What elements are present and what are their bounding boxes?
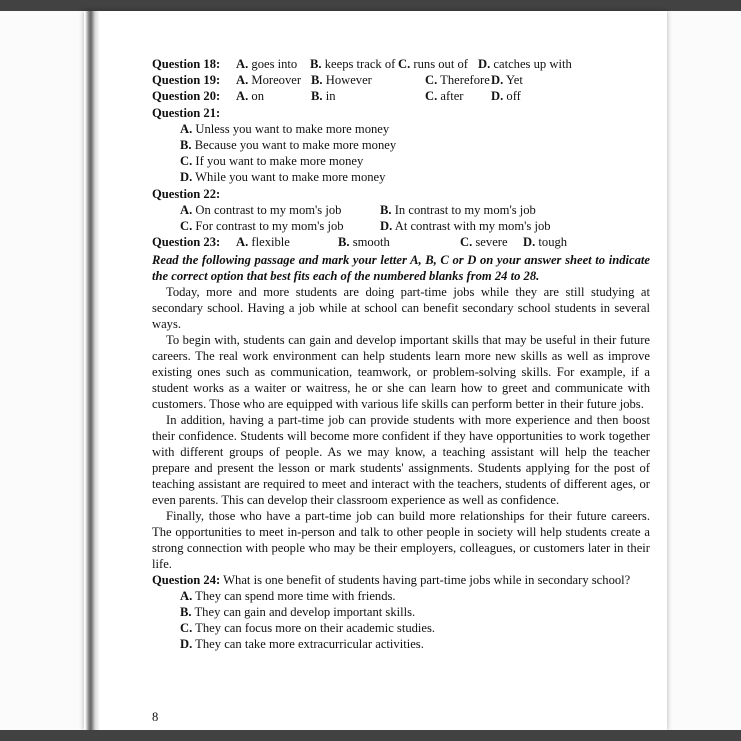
option-text: in (325, 89, 336, 103)
option-text: For contrast to my mom's job (195, 219, 344, 233)
document-page (84, 11, 667, 730)
option-text: severe (475, 235, 508, 249)
option-text: They can gain and develop important skills. (194, 605, 416, 619)
question-22-label: Question 22: (152, 187, 221, 201)
option-text: While you want to make more money (195, 170, 386, 184)
option-text: on (251, 89, 264, 103)
question-22-options-row-2 (152, 218, 650, 234)
scan-gutter-shadow (85, 11, 100, 730)
option-text: They can spend more time with friends. (195, 589, 396, 603)
question-19-option-d (491, 72, 523, 88)
question-20-option-d (491, 88, 521, 104)
viewer-bottom-bar (0, 730, 741, 741)
page-number: 8 (152, 710, 159, 724)
question-24-label: Question 24: (152, 573, 221, 587)
question-23-option-a (236, 234, 338, 250)
option-text: catches up with (493, 57, 572, 71)
question-22-option-d (380, 218, 551, 234)
option-text: Moreover (251, 73, 302, 87)
question-24-option-a (152, 588, 650, 604)
option-letter: A. (236, 73, 249, 87)
passage-paragraph-3: In addition, having a part-time job can provide students with more experience and then boost their confidence. Students will become more confident if they have opportunities to work together with different groups of people. As we may know, a teaching assistant will help the teacher prepare and present the lesson or mark students' assignments. Students applying for the post of teaching assistant are required to meet and interact with the teachers, students of different ages, or even parents. This can develop their classroom experience as well as confidence. (152, 413, 650, 507)
option-letter: D. (523, 235, 536, 249)
option-text: runs out of (413, 57, 468, 71)
question-24-option-d (152, 636, 650, 652)
option-letter: B. (338, 235, 350, 249)
option-letter: A. (236, 89, 249, 103)
option-text: Therefore (440, 73, 490, 87)
question-20-option-a (236, 88, 311, 104)
option-letter: B. (180, 138, 192, 152)
option-letter: A. (236, 235, 249, 249)
option-text: Unless you want to make more money (195, 122, 390, 136)
option-text: On contrast to my mom's job (195, 203, 342, 217)
question-20-option-b (311, 88, 425, 104)
option-text: Yet (505, 73, 523, 87)
option-letter: B. (180, 605, 192, 619)
option-text: They can take more extracurricular activities. (195, 637, 424, 651)
question-18-option-d (478, 56, 572, 72)
reading-instruction: Read the following passage and mark your letter A, B, C or D on your answer sheet to indicate the correct option that best fits each of the numbered blanks from 24 to 28. (152, 253, 650, 283)
question-22-option-c (180, 218, 380, 234)
question-18-label: Question 18: (152, 57, 221, 71)
option-letter: C. (180, 154, 193, 168)
question-21-option-d (152, 169, 650, 185)
question-24-text: What is one benefit of students having part-time jobs while in secondary school? (223, 573, 631, 587)
question-21-option-a (152, 121, 650, 137)
question-19-row (152, 72, 650, 88)
question-24-stem (152, 572, 650, 588)
option-letter: D. (380, 219, 393, 233)
question-23-row (152, 234, 650, 250)
passage-paragraph-1: Today, more and more students are doing part-time jobs while they are still studying at secondary school. Having a job while at school can benefit secondary school students in several ways. (152, 285, 650, 331)
option-letter: A. (180, 203, 193, 217)
option-text: keeps track of (324, 57, 396, 71)
option-letter: B. (310, 57, 322, 71)
option-letter: C. (398, 57, 411, 71)
option-text: In contrast to my mom's job (394, 203, 536, 217)
option-text: smooth (352, 235, 390, 249)
option-letter: A. (180, 122, 193, 136)
question-18-row (152, 56, 650, 72)
option-text: However (325, 73, 372, 87)
option-text: after (440, 89, 464, 103)
option-letter: D. (478, 57, 491, 71)
question-22-option-b (380, 202, 536, 218)
question-20-option-c (425, 88, 491, 104)
question-23-option-b (338, 234, 460, 250)
option-text: goes into (251, 57, 298, 71)
option-letter: B. (311, 89, 323, 103)
question-18-option-a (236, 56, 310, 72)
option-letter: B. (380, 203, 392, 217)
question-18-option-b (310, 56, 398, 72)
option-text: flexible (251, 235, 290, 249)
option-text: off (506, 89, 521, 103)
question-20-label: Question 20: (152, 89, 221, 103)
question-22-option-a (180, 202, 380, 218)
option-letter: C. (425, 73, 438, 87)
question-23-label: Question 23: (152, 235, 221, 249)
question-22-label-line (152, 186, 650, 202)
option-letter: D. (180, 637, 193, 651)
page-content (152, 56, 650, 652)
option-text: tough (538, 235, 568, 249)
option-letter: D. (180, 170, 193, 184)
question-23-option-d (523, 234, 567, 250)
option-letter: C. (460, 235, 473, 249)
question-23-option-c (460, 234, 523, 250)
viewer-top-bar (0, 0, 741, 11)
option-text: Because you want to make more money (194, 138, 397, 152)
option-letter: B. (311, 73, 323, 87)
question-24-option-c (152, 620, 650, 636)
option-letter: C. (180, 621, 193, 635)
question-21-label: Question 21: (152, 106, 221, 120)
question-20-row (152, 88, 650, 104)
question-21-option-c (152, 153, 650, 169)
question-24-option-b (152, 604, 650, 620)
passage-paragraph-2: To begin with, students can gain and develop important skills that may be useful in their future careers. The real work environment can help students learn more new skills as well as improve existing ones such as communication, teamwork, or problem-solving skills. For example, if a student works as a waiter or waitress, he or she can learn how to greet and communicate with customers. Those who are equipped with various life skills can perform better in their future jobs. (152, 333, 650, 411)
option-text: At contrast with my mom's job (394, 219, 551, 233)
option-letter: D. (491, 73, 504, 87)
option-text: If you want to make more money (195, 154, 364, 168)
option-letter: C. (180, 219, 193, 233)
passage-paragraph-4: Finally, those who have a part-time job can build more relationships for their future careers. The opportunities to meet in-person and talk to other people in society will help students create a strong connection with people who may be their employers, colleagues, or customers later in their life. (152, 509, 650, 571)
question-21-label-line (152, 105, 650, 121)
question-19-option-a (236, 72, 311, 88)
option-letter: A. (236, 57, 249, 71)
question-22-options-row-1 (152, 202, 650, 218)
question-21-option-b (152, 137, 650, 153)
option-letter: A. (180, 589, 193, 603)
question-19-label: Question 19: (152, 73, 221, 87)
question-19-option-c (425, 72, 491, 88)
option-letter: C. (425, 89, 438, 103)
option-text: They can focus more on their academic studies. (195, 621, 436, 635)
option-letter: D. (491, 89, 504, 103)
question-19-option-b (311, 72, 425, 88)
question-18-option-c (398, 56, 478, 72)
